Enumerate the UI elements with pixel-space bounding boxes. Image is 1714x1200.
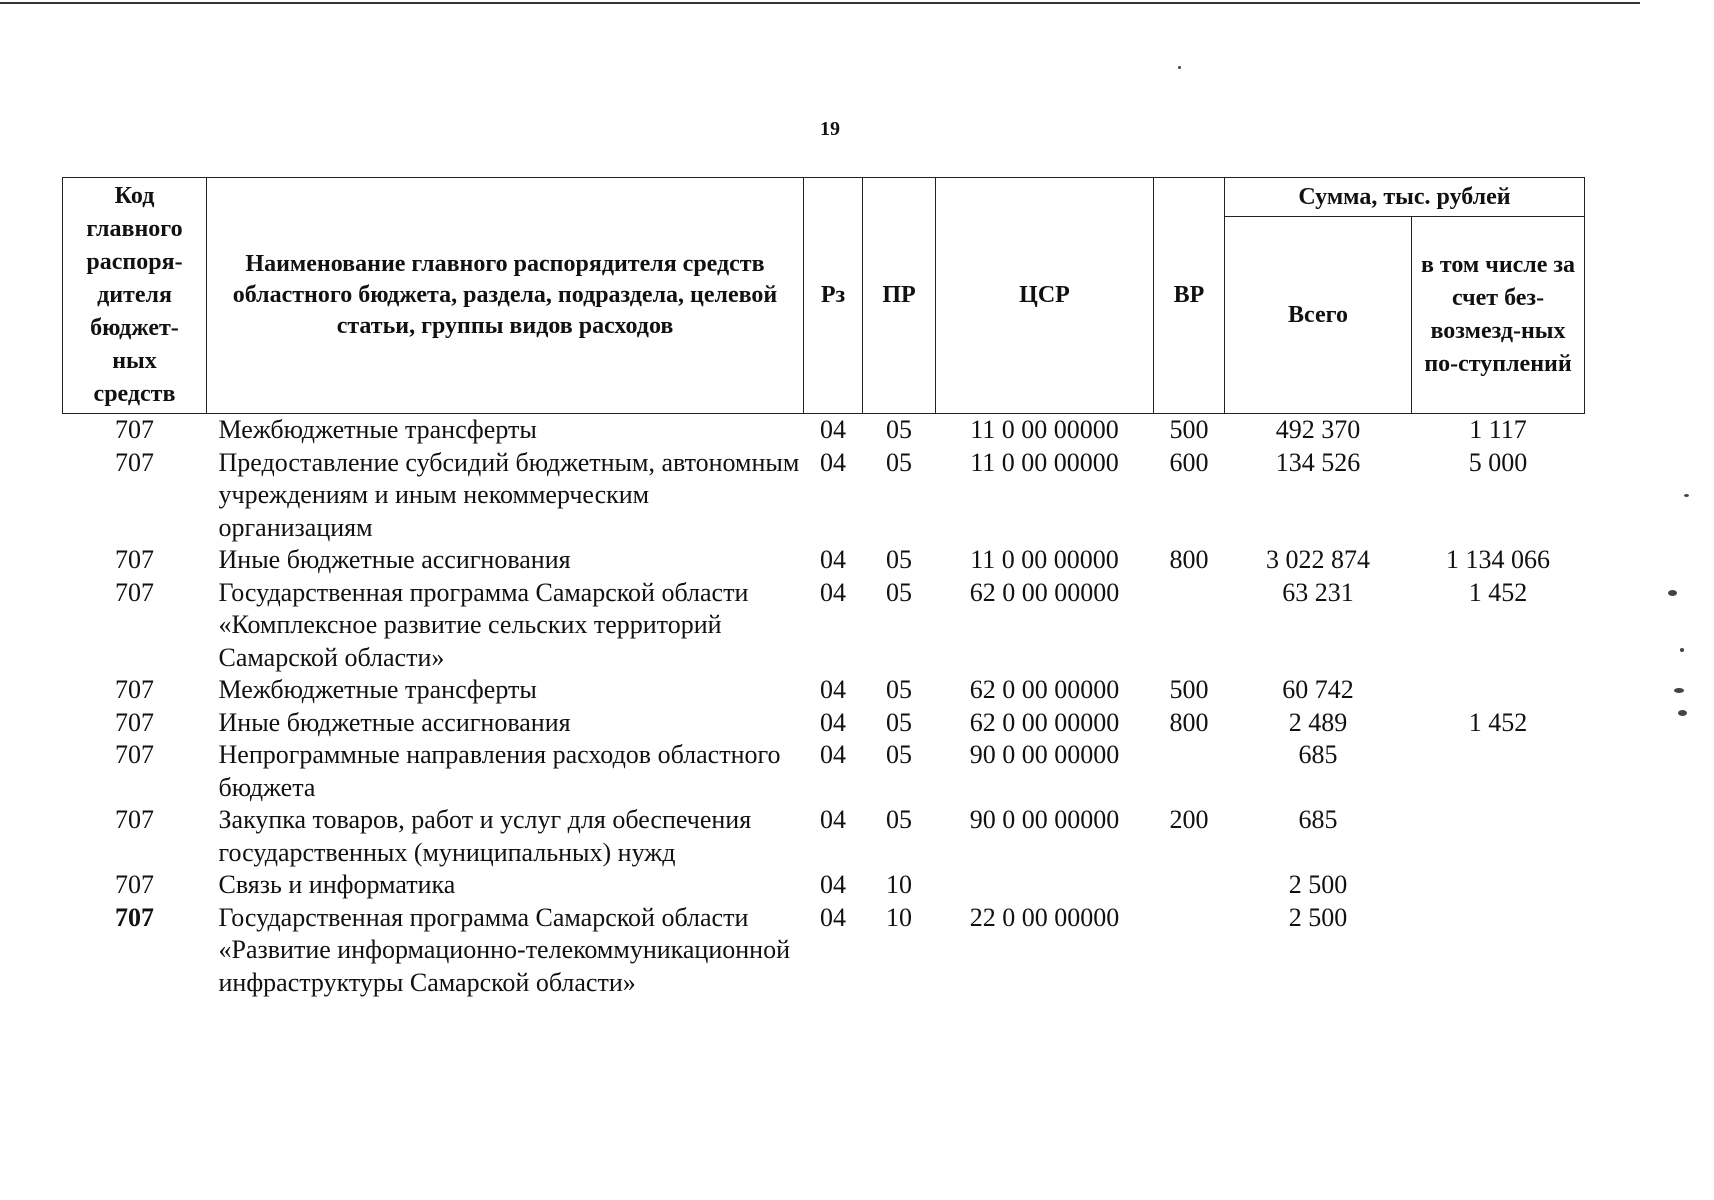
header-vsego: Всего bbox=[1225, 217, 1412, 414]
cell-vr: 600 bbox=[1169, 447, 1209, 477]
cell-vr bbox=[1154, 902, 1225, 1000]
cell-pr: 05 bbox=[886, 707, 912, 737]
cell-csr: 11 0 00 00000 bbox=[970, 415, 1119, 444]
header-name: Наименование главного распорядителя средств областного бюджета, раздела, подраздела, целевой статьи, группы видов расходов bbox=[207, 178, 804, 414]
cell-name: Иные бюджетные ассигнования bbox=[218, 707, 571, 737]
cell-csr: 11 0 00 00000 bbox=[970, 545, 1119, 574]
table-body bbox=[63, 414, 1585, 1000]
cell-name: Межбюджетные трансферты bbox=[218, 415, 537, 444]
cell-pr: 05 bbox=[886, 447, 912, 477]
cell-csr: 62 0 00 00000 bbox=[969, 675, 1120, 704]
cell-rz: 04 bbox=[820, 675, 846, 704]
cell-name: Межбюджетные трансферты bbox=[218, 675, 537, 704]
table-row bbox=[63, 447, 1585, 545]
header-summa: Сумма, тыс. рублей bbox=[1225, 178, 1585, 217]
header-bezv: в том числе за счет без-возмезд-ных по-ступлений bbox=[1412, 217, 1585, 414]
cell-vsego: 63 231 bbox=[1282, 577, 1354, 607]
cell-rz: 04 bbox=[820, 545, 846, 574]
cell-bezv bbox=[1412, 804, 1585, 869]
cell-vr: 500 bbox=[1169, 415, 1209, 444]
cell-name: Предоставление субсидий бюджетным, автономным учреждениям и иным некоммерческим организациям bbox=[218, 447, 800, 542]
cell-pr: 05 bbox=[886, 415, 912, 444]
cell-bezv bbox=[1412, 674, 1585, 707]
cell-rz: 04 bbox=[820, 870, 846, 899]
cell-bezv: 1 117 bbox=[1469, 415, 1527, 444]
budget-table bbox=[62, 177, 1585, 999]
header-rz: Рз bbox=[804, 178, 863, 414]
cell-kod: 707 bbox=[115, 415, 154, 444]
cell-csr: 90 0 00 00000 bbox=[969, 740, 1120, 769]
cell-vr: 200 bbox=[1169, 805, 1209, 834]
table-row bbox=[63, 674, 1585, 707]
cell-pr: 05 bbox=[886, 577, 912, 607]
cell-vsego: 685 bbox=[1298, 805, 1338, 834]
cell-pr: 05 bbox=[886, 675, 912, 704]
cell-name: Государственная программа Самарской области «Комплексное развитие сельских территорий Самарской области» bbox=[218, 577, 749, 672]
cell-rz: 04 bbox=[820, 902, 846, 932]
cell-pr: 05 bbox=[886, 740, 912, 769]
page-number: 19 bbox=[820, 118, 840, 140]
header-kod: Код главного распоря-дителя бюджет-ных средств bbox=[63, 178, 207, 414]
cell-vsego: 492 370 bbox=[1275, 415, 1361, 444]
cell-kod: 707 bbox=[115, 870, 154, 899]
header-pr: ПР bbox=[863, 178, 936, 414]
scan-speck bbox=[1678, 710, 1687, 716]
top-rule bbox=[0, 2, 1640, 4]
table-row bbox=[63, 902, 1585, 1000]
cell-kod: 707 bbox=[115, 675, 154, 704]
scan-speck bbox=[1684, 494, 1689, 497]
scan-speck bbox=[1178, 66, 1181, 69]
cell-csr: 62 0 00 00000 bbox=[969, 577, 1120, 607]
cell-vr bbox=[1154, 577, 1225, 675]
cell-bezv: 1 134 066 bbox=[1446, 545, 1550, 574]
cell-rz: 04 bbox=[820, 447, 846, 477]
cell-bezv: 1 452 bbox=[1468, 577, 1528, 607]
cell-vsego: 3 022 874 bbox=[1266, 545, 1370, 574]
table-row bbox=[63, 804, 1585, 869]
cell-bezv bbox=[1412, 902, 1585, 1000]
cell-csr: 11 0 00 00000 bbox=[970, 447, 1119, 477]
cell-vr: 800 bbox=[1169, 707, 1209, 737]
cell-kod: 707 bbox=[115, 805, 154, 834]
cell-kod: 707 bbox=[115, 545, 154, 574]
scan-speck bbox=[1668, 590, 1677, 596]
cell-kod: 707 bbox=[115, 740, 154, 769]
cell-csr bbox=[936, 869, 1154, 902]
cell-rz: 04 bbox=[820, 805, 846, 834]
cell-kod: 707 bbox=[115, 902, 154, 932]
cell-csr: 62 0 00 00000 bbox=[969, 707, 1120, 737]
header-csr: ЦСР bbox=[936, 178, 1154, 414]
cell-pr: 05 bbox=[886, 805, 912, 834]
cell-bezv bbox=[1412, 739, 1585, 804]
cell-vr: 800 bbox=[1169, 545, 1209, 574]
scan-speck bbox=[1680, 648, 1684, 652]
cell-pr: 10 bbox=[886, 870, 912, 899]
cell-vr bbox=[1154, 739, 1225, 804]
cell-name: Закупка товаров, работ и услуг для обеспечения государственных (муниципальных) нужд bbox=[218, 805, 752, 867]
table-row bbox=[63, 414, 1585, 447]
cell-name: Связь и информатика bbox=[218, 870, 456, 899]
table-row bbox=[63, 869, 1585, 902]
cell-vr bbox=[1154, 869, 1225, 902]
cell-kod: 707 bbox=[115, 707, 154, 737]
cell-rz: 04 bbox=[820, 740, 846, 769]
cell-vsego: 2 489 bbox=[1288, 707, 1348, 737]
cell-csr: 22 0 00 00000 bbox=[969, 902, 1120, 932]
cell-name: Государственная программа Самарской области «Развитие информационно-телекоммуникационной инфраструктуры Самарской области» bbox=[218, 902, 791, 997]
cell-rz: 04 bbox=[820, 577, 846, 607]
table-row bbox=[63, 707, 1585, 740]
cell-name: Непрограммные направления расходов областного бюджета bbox=[218, 740, 781, 802]
cell-kod: 707 bbox=[115, 447, 154, 477]
cell-vsego: 60 742 bbox=[1282, 675, 1354, 704]
cell-kod: 707 bbox=[115, 577, 154, 607]
cell-rz: 04 bbox=[820, 415, 846, 444]
cell-vsego: 134 526 bbox=[1275, 447, 1361, 477]
cell-name: Иные бюджетные ассигнования bbox=[218, 545, 571, 574]
cell-bezv bbox=[1412, 869, 1585, 902]
cell-pr: 05 bbox=[886, 545, 912, 574]
table-row bbox=[63, 544, 1585, 577]
table-row bbox=[63, 577, 1585, 675]
cell-vsego: 685 bbox=[1298, 740, 1338, 769]
scan-speck bbox=[1674, 688, 1684, 693]
cell-bezv: 5 000 bbox=[1468, 447, 1528, 477]
cell-vr: 500 bbox=[1169, 675, 1209, 704]
cell-vsego: 2 500 bbox=[1288, 870, 1348, 899]
table-row bbox=[63, 739, 1585, 804]
cell-bezv: 1 452 bbox=[1468, 707, 1528, 737]
cell-pr: 10 bbox=[886, 902, 912, 932]
cell-vsego: 2 500 bbox=[1288, 902, 1348, 932]
table-header bbox=[63, 178, 1585, 414]
header-vr: ВР bbox=[1154, 178, 1225, 414]
cell-rz: 04 bbox=[820, 707, 846, 737]
cell-csr: 90 0 00 00000 bbox=[969, 805, 1120, 834]
